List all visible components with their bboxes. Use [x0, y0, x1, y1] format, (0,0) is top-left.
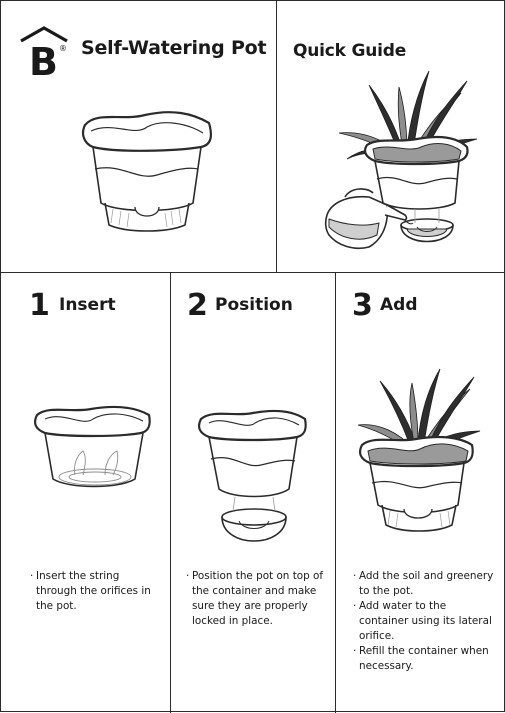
brand-panel	[1, 1, 276, 272]
logo-letter: B	[29, 40, 58, 77]
step-insert-panel	[1, 273, 170, 713]
step-title: Position	[215, 295, 293, 315]
step-number: 2	[187, 288, 208, 323]
pot-illustration	[77, 107, 217, 237]
step-instruction: · Position the pot on top of the container and make sure they are properly locked in place.	[187, 569, 327, 629]
step-position-description	[187, 569, 327, 629]
step-insert-description	[31, 569, 159, 614]
step-position-panel	[171, 273, 335, 713]
step-add-description	[354, 569, 494, 674]
watering-illustration	[317, 63, 502, 263]
add-illustration	[356, 365, 482, 545]
insert-illustration	[31, 401, 155, 501]
step-instruction: · Add water to the container using its lateral orifice.	[354, 599, 494, 644]
position-illustration	[197, 405, 309, 553]
quick-guide-panel	[277, 1, 505, 272]
product-title: Self-Watering Pot	[81, 37, 267, 59]
step-number: 3	[352, 288, 373, 323]
step-add-panel	[336, 273, 505, 713]
step-instruction: · Insert the string through the orifices in the pot.	[31, 569, 159, 614]
step-title: Insert	[59, 295, 116, 315]
step-number: 1	[29, 288, 50, 323]
brand-logo	[19, 25, 69, 77]
registered-mark: ®	[59, 44, 67, 53]
step-instruction: · Refill the container when necessary.	[354, 644, 494, 674]
step-instruction: · Add the soil and greenery to the pot.	[354, 569, 494, 599]
quick-guide-title: Quick Guide	[293, 41, 407, 61]
step-title: Add	[380, 295, 418, 315]
